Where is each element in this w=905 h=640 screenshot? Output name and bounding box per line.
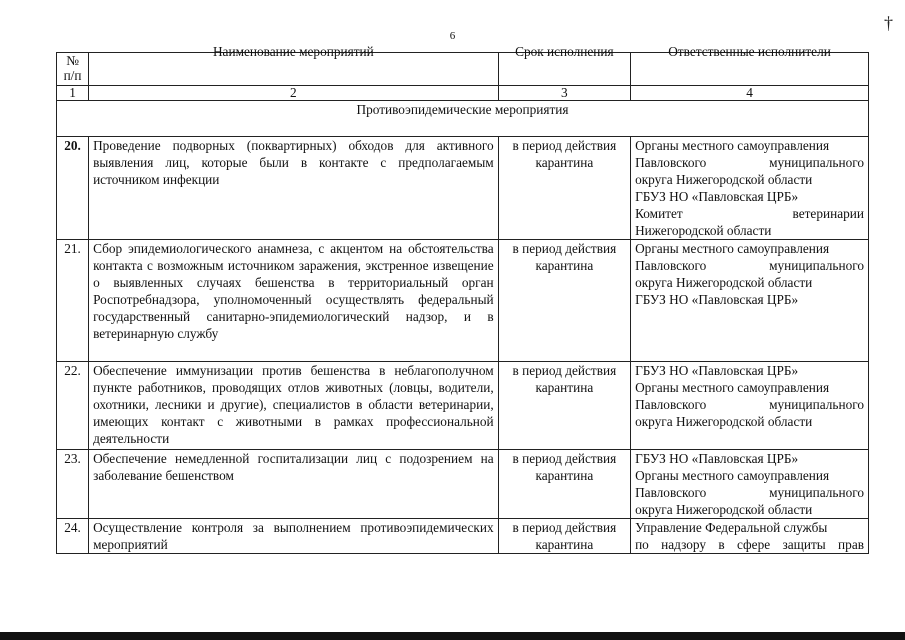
resp-line: Органы местного самоуправления — [635, 468, 830, 483]
section-title: Противоэпидемические мероприятия — [57, 101, 869, 137]
row-number: 24. — [57, 519, 89, 554]
table-row — [57, 519, 869, 554]
resp-line: округа Нижегородской области — [635, 502, 813, 517]
index-cell: 1 — [57, 86, 89, 101]
measure-name: Сбор эпидемиологического анамнеза, с акцентом на обстоятельства контакта с возможным источником заражения, экстренное извещение о выявленных случаях бешенства в территориальный орган Роспотребнадзора, уполномоченный осуществлять федеральный государственный санитарно-эпидемиологический надзор, и в ветеринарную службу — [89, 240, 499, 362]
measure-name: Обеспечение немедленной госпитализации лиц с подозрением на заболевание бешенством — [89, 450, 499, 519]
resp-line: округа Нижегородской области — [635, 172, 813, 187]
header-term — [498, 44, 630, 86]
resp-line: ГБУЗ НО «Павловская ЦРБ» — [635, 292, 799, 307]
row-number: 22. — [57, 362, 89, 450]
resp-line: Органы местного самоуправления — [635, 138, 830, 153]
index-cell: 2 — [89, 86, 499, 101]
responsible — [631, 137, 869, 240]
resp-line: округа Нижегородской области — [635, 414, 813, 429]
index-cell: 4 — [631, 86, 869, 101]
header-resp-text: Ответственные исполнители — [668, 44, 831, 59]
deadline: в период действия карантина — [498, 137, 630, 240]
section-row — [57, 101, 869, 137]
row-number: 21. — [57, 240, 89, 362]
resp-line: округа Нижегородской области — [635, 275, 813, 290]
deadline: в период действия карантина — [498, 450, 630, 519]
measure-name: Проведение подворных (поквартирных) обходов для активного выявления лиц, которые были в контакте с предполагаемым источником инфекции — [89, 137, 499, 240]
header-term-text: Срок исполнения — [515, 44, 614, 59]
header-resp — [631, 44, 869, 86]
resp-line: Комитет ветеринарии — [635, 206, 864, 221]
resp-line: Павловского муниципального — [635, 258, 864, 273]
resp-line: Павловского муниципального — [635, 155, 864, 170]
table-row — [57, 240, 869, 362]
measures-table — [56, 44, 869, 554]
responsible — [631, 450, 869, 519]
resp-line: Управление Федеральной службы — [635, 520, 828, 535]
table-row — [57, 362, 869, 450]
header-name — [89, 44, 499, 86]
index-cell: 3 — [498, 86, 630, 101]
index-row — [57, 86, 869, 101]
header-num: № п/п — [57, 53, 89, 86]
resp-line: ГБУЗ НО «Павловская ЦРБ» — [635, 189, 799, 204]
measure-name: Осуществление контроля за выполнением противоэпидемических мероприятий — [89, 519, 499, 554]
resp-line: Павловского муниципального — [635, 485, 864, 500]
row-number: 20. — [57, 137, 89, 240]
scan-edge — [0, 632, 905, 640]
deadline: в период действия карантина — [498, 362, 630, 450]
header-row — [57, 53, 869, 86]
header-name-text: Наименование мероприятий — [212, 44, 374, 59]
resp-line: Органы местного самоуправления — [635, 380, 830, 395]
resp-line: по надзору в сфере защиты прав — [635, 537, 864, 552]
resp-line: ГБУЗ НО «Павловская ЦРБ» — [635, 451, 799, 466]
page-number: 6 — [449, 30, 456, 42]
row-number: 23. — [57, 450, 89, 519]
responsible — [631, 362, 869, 450]
responsible — [631, 240, 869, 362]
resp-line: ГБУЗ НО «Павловская ЦРБ» — [635, 363, 799, 378]
scan-mark: † — [884, 13, 893, 33]
deadline: в период действия карантина — [498, 240, 630, 362]
resp-line: Нижегородской области — [635, 223, 772, 238]
responsible — [631, 519, 869, 554]
table-row — [57, 137, 869, 240]
resp-line: Органы местного самоуправления — [635, 241, 830, 256]
resp-line: Павловского муниципального — [635, 397, 864, 412]
table-row — [57, 450, 869, 519]
measure-name: Обеспечение иммунизации против бешенства в неблагополучном пункте работников, проводящих отлов животных (ловцы, водители, охотники, лесники и другие), специалистов в области ветеринарии, имеющих контакт с животными в рамках профессиональной деятельности — [89, 362, 499, 450]
deadline: в период действия карантина — [498, 519, 630, 554]
